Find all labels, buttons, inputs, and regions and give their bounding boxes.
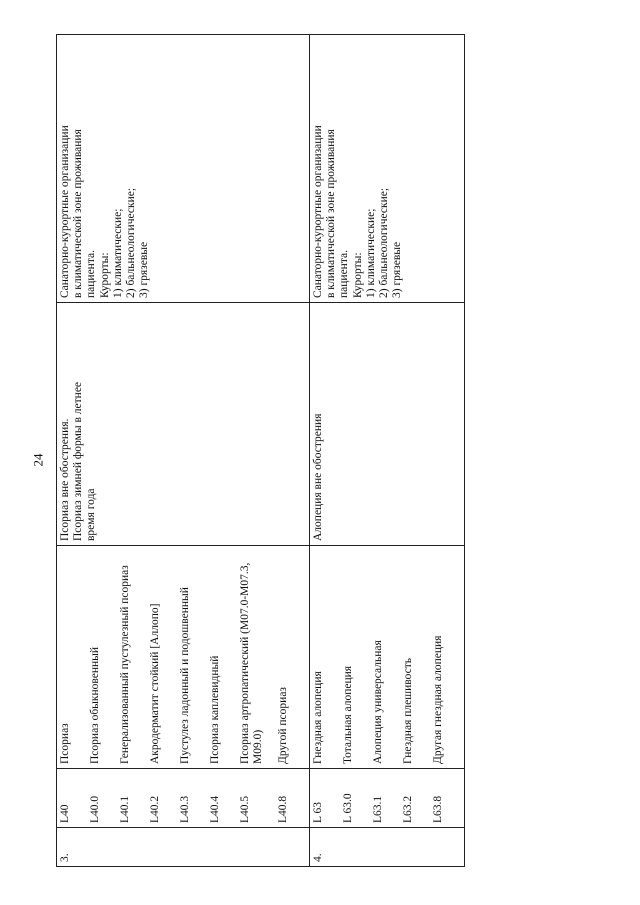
icd-code: L63.1 [372, 795, 384, 823]
table-row-4 [310, 35, 465, 867]
icd-code-cell [57, 769, 310, 828]
resort-line: Санаторно-курортные организации [59, 125, 71, 298]
diagnosis-cell [57, 546, 310, 769]
icd-code: L63.8 [432, 795, 444, 823]
phase-line: Псориаз вне обострения. [59, 418, 71, 541]
diagnosis-name: Псориаз обыкновенный [89, 646, 101, 764]
phase-line: Алопеция вне обострения [312, 413, 324, 541]
resort-text [59, 39, 152, 298]
diagnosis-name: Псориаз каплевидный [209, 655, 221, 764]
resort-line: Санаторно-курортные организации [312, 125, 324, 298]
resort-line: 2) бальнеологические; [378, 187, 391, 298]
resort-line: пациента. [338, 250, 351, 298]
diagnosis-name: Генерализованный пустулезный псориаз [119, 565, 131, 764]
page-number-text: 24 [30, 453, 45, 467]
diagnosis-name: Пустулез ладонный и подошвенный [179, 587, 191, 764]
diagnosis-name: Псориаз [59, 723, 71, 764]
resort-line: Курорты: [351, 252, 364, 298]
icd-code: L63.2 [402, 795, 414, 823]
icd-code: L40.1 [119, 795, 131, 823]
resort-cell [57, 35, 310, 303]
icd-code: L40.0 [89, 795, 101, 823]
resort-line: 3) грязевые [138, 241, 151, 298]
phase-line: Псориаз зимней формы в летнее [72, 381, 85, 541]
resort-line: 1) климатические; [111, 208, 124, 298]
icd-code: L40.4 [209, 795, 221, 823]
disease-phase-text [59, 307, 99, 541]
icd-code: L 63 [312, 802, 324, 823]
resort-line: в климатической зоне проживания [325, 129, 338, 298]
rotated-table-container [56, 34, 444, 867]
diagnosis-name: Псориаз артропатический (M07.0-M07.3, M09.0) [239, 562, 265, 764]
diagnosis-name: Тотальная алопеция [342, 665, 354, 764]
resort-cell [310, 35, 465, 303]
diagnosis-name: Другой псориаз [277, 687, 289, 764]
icd-code: L40.5 [239, 795, 251, 823]
resort-line: 1) климатические; [364, 208, 377, 298]
table-row-3 [57, 35, 310, 867]
diagnosis-name: Гнездная плешивость [402, 658, 414, 764]
icd-code-cell [310, 769, 465, 828]
resort-line: 3) грязевые [391, 241, 404, 298]
disease-phase-text [312, 307, 325, 541]
diagnosis-cell [310, 546, 465, 769]
phase-line: время года [85, 488, 98, 541]
sanatorium-indications-table [56, 34, 465, 867]
resort-line: Курорты: [98, 252, 111, 298]
icd-code: L40 [59, 804, 71, 823]
icd-code: L40.3 [179, 795, 191, 823]
disease-phase-cell [310, 303, 465, 546]
resort-line: в климатической зоне проживания [72, 129, 85, 298]
page-number [30, 452, 46, 468]
row-number: 3. [57, 828, 310, 867]
icd-code: L40.2 [149, 795, 161, 823]
resort-line: пациента. [85, 250, 98, 298]
resort-line: 2) бальнеологические; [125, 187, 138, 298]
icd-code: L40.8 [277, 795, 289, 823]
diagnosis-name: Алопеция универсальная [372, 640, 384, 764]
disease-phase-cell [57, 303, 310, 546]
icd-code: L 63.0 [342, 793, 354, 823]
diagnosis-name: Гнездная алопеция [312, 671, 324, 764]
row-number: 4. [310, 828, 465, 867]
diagnosis-name: Акродерматит стойкий [Аллопо] [149, 603, 161, 764]
diagnosis-name: Другая гнездная алопеция [432, 635, 444, 764]
resort-text [312, 39, 405, 298]
